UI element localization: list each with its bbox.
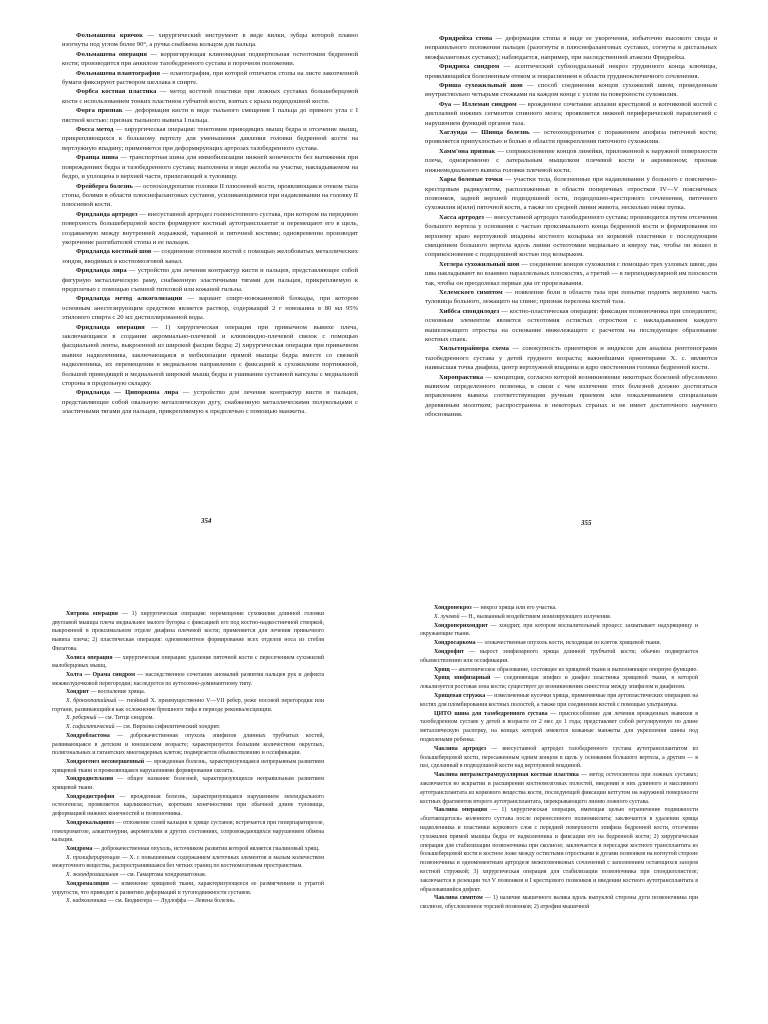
dictionary-entry [52,793,324,819]
dictionary-entry [420,674,698,692]
dictionary-entry [420,622,698,640]
entry-term: Хондроперихондрит [434,622,488,629]
entry-term: Холиса операция [66,654,113,661]
right-page-bottom-column [420,604,698,912]
entry-definition: — Н., вызванный воздействием ионизирующего излучения. [459,613,612,620]
dictionary-entry [62,50,358,69]
entry-definition: — злокачественная опухоль кости, исходящая из клеток хрящевой ткани. [475,640,662,647]
dictionary-entry [52,654,324,671]
entry-definition: — см. Гамартома хондроматозная. [118,872,207,879]
entry-term: Фольмашена плантография [76,69,161,77]
dictionary-entry [425,128,717,147]
dictionary-entry [52,845,324,854]
dictionary-entry [62,125,358,153]
entry-term: ЦИТО шина для тазобедренного сустава [434,710,548,717]
entry-definition: — 1) наличие мышечного валика вдоль выпуклой стороны дуги позвоночника при сколиозе, обусловленное торсией позвонков; 2) атрофия мышечной [420,895,698,911]
entry-term: Хондронекроз [434,605,472,611]
entry-definition: — Х. с повышенным содержанием клеточных элементов и малым количеством межуточного вещества, распространившаяся без четких границ по костномозговым пространствам. [52,854,324,870]
entry-term: Фридрейха стопа [439,35,493,42]
entry-definition: — корригирующая клиновидная подвертельная остеотомия бедренной кости; производится при анкилозе тазобедренного сустава в порочном положении. [62,50,358,68]
entry-term: Фридланда метод алкоголизации [76,295,183,303]
entry-definition: — см. Бюдингера — Лудлоффа — Левена болезнь. [106,898,236,905]
page-number-left: 354 [201,517,212,525]
entry-term: Франца шина [76,154,119,162]
dictionary-entry [425,344,717,372]
dictionary-entry [62,87,358,106]
entry-term: Хеглера сухожильный шов [439,260,520,268]
entry-term: Хрящ [434,666,450,673]
entry-subterm: Х. надколенника [66,898,107,905]
entry-definition: — отложение солей кальция в хряще суставов; встречается при гиперпаратиреозе, гемохроматозе, алкаптонурии, акромегалии и других состояниях, сопровождающихся нарушением обмена кальция. [52,819,324,844]
entry-term: Хиббса спондилодез [439,307,500,315]
dictionary-entry [62,69,358,88]
entry-term: Фридланда лира [76,267,127,275]
entry-term: Фуа — Иллеман синдром [439,100,517,108]
entry-term: Хондрогенез несовершенный [66,758,145,765]
dictionary-entry [52,688,324,697]
entry-term: Хондрит [66,689,89,696]
entry-term: Хрящ эпифизарный [434,675,491,682]
entry-term: Хелемского симптом [439,288,503,296]
entry-definition: — соединение отломков костей с помощью желобоватых металлических зондов, вводимых в костномозговой канал. [62,248,358,265]
entry-term: Фридланда костный шов [76,248,152,256]
left-page-top-column [62,31,358,417]
entry-definition: — внесуставной артродез голеностопного сустава, при котором на переднюю поверхность большеберцовой кости формируют костный аутотрансплантат и перемещают его в щель, создаваемую между внутренней лодыжкой, таранной и пяточной костями; одновременно производят укорочение разгибателей стопы и ее пальцев. [62,210,358,246]
entry-definition: — остеохондропатия головки II плюсневой кости, проявляющаяся отеком тыла стопы, болями в области плюснефаланговых суставов, усиливающимися при надавливании на головку II плюсневой кости. [62,182,358,209]
entry-term: Чаклина артродез [434,745,487,752]
entry-definition: — деформация стопы в виде ее укорочения, избыточно высокого свода и неправильного положения пальцев (разогнуты в плюснефаланговых суставах, согнуты в дистальных межфаланговых суставах); наблюдается, например, при наследственной атаксии Фридрейха. [425,35,717,61]
dictionary-entry [52,723,324,732]
dictionary-entry [420,648,698,666]
entry-definition: — соприкосновение концов линейки, приложенной к наружной поверхности плеча, одновременно с латеральным мыщелком плечевой кости и акромионом; признак нижнемедиального вывиха головки плечевой кости. [425,147,717,174]
entry-subterm: Х. лучевой [434,613,460,620]
dictionary-entry [52,897,324,906]
dictionary-entry [52,854,324,871]
entry-definition: — 1) хирургическая операция: перемещение сухожилия длинной головки двуглавой мышцы плеча медиальнее малого бугорка с фиксацией его под костно-надкостничной створкой, выкроенной в проксимальном отделе диафиза плечевой кости; применяется для лечения привычного вывиха плеча; 2) пластическая операция: одномоментное формирование всех отделов носа из стебля Филатова. [52,611,325,652]
entry-definition: — доброкачественная опухоль эпифизов длинных трубчатых костей, развивающаяся в детском и юношеском возрасте; характеризуется большим количеством округлых, полигональных и гигантских многоядерных клеток; подвергается обызвествлению и оссификации. [52,732,324,757]
entry-term: Фридланда — Ципоркина лира [76,389,179,397]
entry-definition: — врожденная болезнь, характеризующаяся нарушением энхондрального остеогенеза; проявляется карликовостью, коротким конечностями при обычной длине туловища, деформацией нижних конечностей и позвоночника. [52,793,324,818]
dictionary-entry [425,373,717,420]
entry-term: Форбса костная пластика [76,88,157,96]
entry-definition: — участки тела, болезненные при надавливании у больного с пояснично-крестцовым радикулитом, расположенные в области поперечных отростков IV—V поясничных позвонков, задней верхней подвздошной ости, подвздошно-крестцового сочленения, пяточного сухожилия и(или) пяточной кости, а также по средней линии живота, несколько ниже пупка. [425,176,717,212]
dictionary-entry [420,745,698,771]
entry-definition: — см. Вирхова сифилитический хондрит. [114,724,221,731]
entry-term: Хондросаркома [434,640,476,647]
dictionary-entry [420,639,698,648]
entry-term: Хильгенрайнера схема [439,345,509,353]
dictionary-entry [425,81,717,100]
entry-term: Чаклина интраэкстрамедуллярная костная пластика [434,772,579,779]
entry-definition: — внесуставной артродез тазобедренного сустава; производится путем отсечения большого вертела у основания с частью проксимального конца бедренной кости и формирования по верхнему краю вертлужной впадины костного козырька из корковой пластинки с последующим смещением большого вертела вдоль линии остеотомии медиально и кверху так, чтобы он вошел в соприкосновение с подвздошной костью под козырьком. [425,213,717,259]
entry-term: Хондродистрофия [66,793,115,800]
entry-term: Хиропрактика [439,373,484,381]
entry-subterm: Х. экхондромиальная [66,872,119,879]
entry-definition: — хирургический инструмент в виде вилки, зубцы которой плавно изогнуты под углом более 90°, а ручка снабжена кольцом для пальца. [62,32,358,49]
dictionary-entry [62,210,358,248]
entry-term: Чаклина операция [434,807,488,814]
entry-definition: — устройство для лечения контрактур кисти и пальцев, представляющее собой овальную металлическую дугу, снабженную металлическими полукольцами с эластичными тягами для пальцев, прикрепляемую к предплечью с помощью манжеты. [62,389,358,416]
entry-term: Хондробластома [66,732,110,739]
entry-definition: — соединяющая эпифиз и диафиз пластинка хрящевой ткани, в которой локализуется ростовая зона кости; существует до возникновения синостоза между эпифизом и диафизом. [420,675,698,691]
dictionary-entry [425,100,717,128]
entry-subterm: Х. бронхопатийный [66,698,117,705]
dictionary-entry [425,260,717,288]
entry-definition: — воспаление хряща. [88,689,146,696]
dictionary-entry [420,604,698,613]
dictionary-entry [425,213,717,260]
entry-definition: — метод костной пластики при ложных суставах большеберцовой кости с использованием тонких пластинок губчатой кости, взятых с крыла подвздошной кости. [62,88,358,105]
entry-term: Хондрома [66,845,93,852]
entry-definition: — вырост эпифизарного хряща длинной трубчатой кости; обычно подвергается обызвествлению или оссификации. [420,648,698,664]
entry-definition: — врожденное сочетание аплазии крестцовой и копчиковой костей с дисплазией нижних сегментов спинного мозга; проявляется нижней периферической параплегией с нарушением функций органов таза. [425,100,717,127]
dictionary-entry [62,266,358,294]
entry-definition: — соединение концов сухожилия с помощью трех узловых швов; два шва накладывают во взаимно параллельных плоскостях, а третий — в перпендикулярной им плоскости так, чтобы он преодолевал первые два от прорезывания. [425,260,717,287]
entry-subterm: Х. сифилитический [66,724,115,731]
dictionary-entry [62,153,358,181]
dictionary-entry [52,871,324,880]
entry-term: Фридланда операция [76,323,145,331]
dictionary-entry [52,775,324,792]
entry-term: Хары болевые точки [439,176,503,184]
left-page-bottom-column [52,610,324,906]
dictionary-entry [62,106,358,125]
dictionary-entry [62,323,358,389]
dictionary-entry [62,247,358,266]
entry-subterm: Х. пролиферирующая [66,854,120,861]
entry-definition: — асептический субхондральный некроз грудинного конца ключицы, проявляющийся болезненным отеком и покраснением в области грудиноключичного сочленения. [425,63,717,80]
entry-definition: — появление боли в области таза при попытке поднять верхнюю часть туловища больного, лежащего на спине; признак перелома костей таза. [425,288,717,306]
dictionary-entry [425,147,717,175]
entry-term: Фридриха синдром [439,63,500,71]
entry-definition: — некроз хряща или его участка. [471,605,557,611]
dictionary-entry [52,819,324,845]
entry-definition: — транспортная шина для иммобилизации нижней конечности без вытяжения при повреждениях бедра и тазобедренного сустава; выполнена в виде желоба на участке, накладываемом на бедро, и уплощена в верхней части, прилегающей к туловищу. [62,154,358,181]
entry-term: Холта — Орама синдром [66,671,135,678]
dictionary-entry [420,771,698,806]
entry-term: Фридланда артродез [76,210,138,218]
dictionary-entry [52,880,324,897]
right-page-top-column [425,34,717,420]
entry-term: Хитрова операция [66,611,118,617]
entry-definition: — доброкачественная опухоль, источником развития которой является гиалиновый хрящ. [92,845,320,852]
entry-term: Фрейберга болезнь [76,182,133,190]
page-number-right: 355 [581,519,592,527]
dictionary-entry [62,294,358,322]
entry-term: Хондрофит [434,648,464,655]
entry-definition: — устройство для лечения контрактур кисти и пальцев, представляющее собой фигурную металлическую раму, снабженную эластичными тягами для пальцев, прикрепляемую к предплечью с помощью съемной гипсовой или кожаной гильзы. [62,267,358,293]
entry-term: Хондромаляция [66,880,109,887]
entry-term: Фольмашена операция [76,50,147,58]
entry-definition: — метод остеосинтеза при ложных суставах; заключается во вскрытии и расширении костномозговых полостей, введении в них длинного и массивного аутотрансплантата из коркового вещества кости, последующей фиксации кетгутом на наружной поверхности костных фрагментов второго аутотрансплантата, перекрывающего линию ложного сустава. [420,772,698,805]
entry-term: Хамм'она признак [439,147,496,155]
dictionary-entry [425,62,717,81]
entry-definition: — внесуставной артродез тазобедренного сустава аутотрансплантатом из большеберцовой кости, пересаженным одним концом в щель у основания большого вертела, а другим — в паз, сделанный в подвздошной кости над вертлужной впадиной. [420,745,698,770]
entry-definition: — вариант спирт-новокаиновой блокады, при котором основным анестезирующим средством является раствор, содержащий 2 г новокаина в 80 мл 95% этилового спирта с 20 мл дистиллированной воды. [62,295,358,322]
dictionary-entry [52,714,324,723]
entry-definition: — хирургическая операция: тенотомия приводящих мышц бедра и отсечение мышц, прикрепляющихся к большому вертелу для уменьшения давления головки бедренной кости на вертлужную впадину; применяется при деформирующих артрозах тазобедренного сустава. [62,126,358,152]
dictionary-entry [52,732,324,758]
entry-term: Хрящевая стружка [434,692,486,699]
entry-definition: — см. Титце синдром. [96,715,154,722]
entry-definition: — хирургическая операция: удаление пяточной кости с пересечением сухожилий малоберцовых мышц. [52,654,324,670]
dictionary-entry [420,692,698,710]
entry-definition: — концепция, согласно которой возникновение некоторых болезней обусловлено вывихом определенного позвонка, в связи с чем излечение этих болезней должно достигаться вправлением вывиха соответствующим ручным приемом или покалачиванием специальным деревянным молотком; распространена в некоторых странах и не имеет достаточного научного обоснования. [425,373,717,419]
dictionary-entry [52,758,324,775]
entry-definition: — общее название болезней, характеризующихся неправильным развитием хрящевой ткани. [52,776,324,792]
entry-definition: — врожденная болезнь, характеризующаяся непрерывным развитием хрящевой ткани и проявляющаяся нарушениями формирования скелета. [52,758,325,774]
entry-definition: — деформация кисти в виде тыльного смещения I пальца до прямого угла с I пястной костью: признак тыльного вывиха I пальца. [62,107,358,124]
entry-term: Хаглунда — Шинца болезнь [439,129,530,137]
entry-definition: — остеохондропатия с поражением апофиза пяточной кости; проявляется припухлостью и болью в области прикрепления пяточного сухожилия. [425,129,717,146]
dictionary-entry [420,613,698,622]
entry-definition: — наследственное сочетание аномалий развития пальцев рук и дефекта межжелудочковой перегородки; наследуется по аутосомно-доминантному типу. [52,671,324,687]
dictionary-entry [52,610,324,654]
entry-definition: — анатомическое образование, состоящее из хрящевой ткани и выполняющее опорную функцию. [449,666,698,673]
dictionary-entry [62,388,358,416]
dictionary-entry [62,182,358,210]
dictionary-entry [62,31,358,50]
entry-term: Фольмашена крючок [76,32,143,39]
dictionary-entry [420,806,698,894]
entry-definition: — способ соединения концов сухожилий швом, проведенным внутриствольно четырьмя стежками на каждом конце с узлом на поверхности сухожилия. [425,82,717,99]
dictionary-entry [425,307,717,345]
dictionary-entry [425,288,717,307]
entry-definition: — приспособление для лечения врожденных вывихов в тазобедренном суставе у детей в возрасте от 2 мес до 1 года; представляет собой регулируемую по длине металлическую распорку, на концах которой имеются кожаные манжеты для укрепления шины под подколенами ребенка. [420,710,698,743]
dictionary-entry [52,697,324,714]
dictionary-entry [420,894,698,912]
entry-definition: — совокупность ориентиров и индексов для анализа рентгенограмм тазобедренного сустава у детей грудного возраста; важнейшими ориентирами X. с. являются наивысшая точка диафиза, центр вертлужной впадины и ядро окостенения головки бедренной кости. [425,345,718,372]
entry-definition: — 1) хирургическая операция при привычном вывихе плеча, заключающаяся в создании акромиально-плечевой и клювовидно-плечевой связок с помощью фасциальной ленты, выкроенной из широкой фасции бедра; 2) хирургическая операция при привычном вывихе надколенника, заключающаяся в мобилизации прямой мышцы бедра вместе со связкой надколенника, их перемещении в медиальном направлении с фиксацией к сухожилиям портняжной, большой приводящей и медиальной широкой мышц бедра и ушивании суставной капсулы с медиальной стороны в продольную складку. [62,323,358,388]
dictionary-entry [425,34,717,62]
dictionary-entry [420,710,698,745]
entry-definition: — гнойный Х. преимущественно V—VII ребер, реже носовой перегородки или гортани, развивающийся как осложнение брюшного тифа в периоде реконвалесценции. [52,698,324,713]
entry-definition: — плантография, при которой отпечаток стопы на листе закопченной бумаги фиксируют раствором шеллака в спирте. [62,69,358,87]
entry-term: Форга признак [76,107,123,115]
entry-term: Чаклина симптом [434,895,483,902]
entry-term: Фриша сухожильный шов [439,82,523,90]
dictionary-entry [425,175,717,213]
dictionary-entry [52,671,324,688]
entry-term: Хасса артродез [439,213,484,221]
entry-definition: — изменение хрящевой ткани, характеризующееся ее размягчением и утратой упругости, что приводит к развитию деформаций и тугоподвижности суставов. [52,880,324,896]
entry-definition: — костно-пластическая операция: фиксация позвоночника при спондилите; основным элементом является остеотомия остистых отростков с накладыванием каждого вышележащего отростка на основание нижележащего с расчетом на последующее образование костных спаек. [425,307,717,343]
entry-term: Хондродисплазия [66,776,114,783]
dictionary-entry [420,666,698,675]
entry-definition: — хондрит, при котором воспалительный процесс захватывает надхрящницу и окружающие ткани. [420,622,698,638]
entry-term: Хондрокальциноз [66,819,114,826]
entry-term: Фосса метод [76,126,114,134]
entry-definition: — измельченные кусочки хряща, применяемые при аутопластических операциях на костях для пломбирования костных полостей, а также при соединении костей с помощью ультразвука. [420,692,698,708]
entry-subterm: Х. реберный [66,715,97,722]
entry-definition: — 1) хирургическая операция, имеющая целью ограничение подвижности «болтающегося» коленного сустава после перенесенного полиомиелита; заключается в удалении хряща надколенника и пластинки коркового слоя с передней поверхности эпифиза бедренной кости, отсечении сухожилия прямой мышцы бедра от надколенника и фиксации его на бедренной кости; 2) хирургическая операция для стабилизации позвоночника при сколиозе; заключается в пересадке костного трансплантата из большеберцовой кости в костное ложе между остистыми отростками и дугами позвонков на вогнутой стороне позвоночника и одномоментным артродезе межпозвонковых сочленений с заполнением остающихся зазоров костной стружкой; 3) хирургическая операция для стабилизации позвоночника при спондилолистезе; заключается в резекции тел V позвонков и I крестцового позвонков и введении костного аутотрансплантата в образовавшийся дефект. [420,807,699,893]
